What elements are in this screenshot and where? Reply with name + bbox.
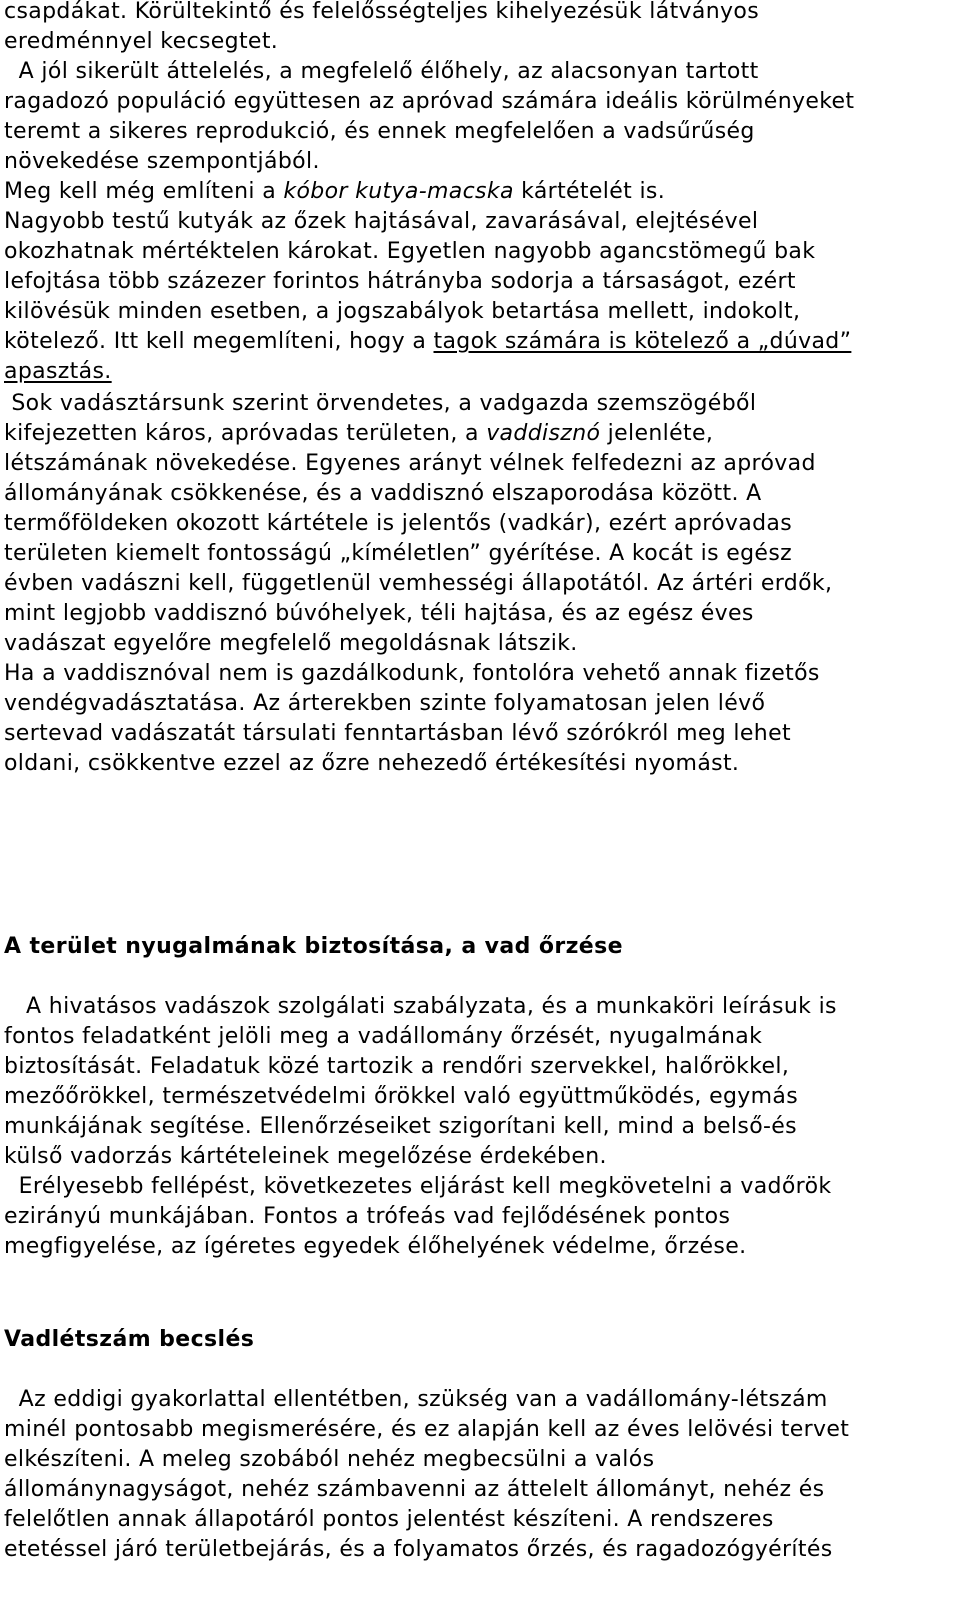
text-line: ezirányú munkájában. Fontos a trófeás vad fejlődésének pontos xyxy=(4,1204,731,1229)
text-run: kötelező. Itt kell megemlíteni, hogy a xyxy=(4,329,434,354)
text-line: A hivatásos vadászok szolgálati szabályzata, és a munkaköri leírásuk is xyxy=(4,994,837,1019)
italic-term: kóbor kutya-macska xyxy=(283,179,514,204)
text-line: növekedése szempontjából. xyxy=(4,149,320,174)
text-line: területen kiemelt fontosságú „kíméletlen” gyérítése. A kocát is egész xyxy=(4,541,793,566)
text-line: oldani, csökkentve ezzel az őzre nehezedő értékesítési nyomást. xyxy=(4,751,740,776)
text-line xyxy=(4,327,851,357)
text-line: megfigyelése, az ígéretes egyedek élőhelyének védelme, őrzése. xyxy=(4,1234,747,1259)
text-line: Erélyesebb fellépést, következetes eljárást kell megkövetelni a vadőrök xyxy=(4,1174,832,1199)
text-line xyxy=(4,419,713,449)
text-line: teremt a sikeres reprodukció, és ennek megfelelően a vadsűrűség xyxy=(4,119,755,144)
text-run: kifejezetten káros, apróvadas területen, a xyxy=(4,421,487,446)
text-line: sertevad vadászatát társulati fenntartásban lévő szórókról meg lehet xyxy=(4,721,791,746)
text-line: okozhatnak mértéktelen károkat. Egyetlen nagyobb agancstömegű bak xyxy=(4,239,816,264)
italic-term: vaddisznó xyxy=(486,421,601,446)
text-line xyxy=(4,177,665,207)
text-line: etetéssel járó területbejárás, és a folyamatos őrzés, és ragadozógyérítés xyxy=(4,1537,833,1562)
text-line: elkészíteni. A meleg szobából nehéz megbecsülni a valós xyxy=(4,1447,655,1472)
section-heading: Vadlétszám becslés xyxy=(4,1327,255,1352)
text-line: vendégvadásztatása. Az árterekben szinte folyamatosan jelen lévő xyxy=(4,691,766,716)
text-line: fontos feladatként jelöli meg a vadállomány őrzését, nyugalmának xyxy=(4,1024,763,1049)
text-line: munkájának segítése. Ellenőrzéseiket szigorítani kell, mind a belső-és xyxy=(4,1114,797,1139)
text-line: biztosítását. Feladatuk közé tartozik a rendőri szervekkel, halőrökkel, xyxy=(4,1054,790,1079)
text-line: mezőőrökkel, természetvédelmi őrökkel való együttműködés, egymás xyxy=(4,1084,799,1109)
section-heading: A terület nyugalmának biztosítása, a vad őrzése xyxy=(4,934,623,959)
text-line: Sok vadásztársunk szerint örvendetes, a vadgazda szemszögéből xyxy=(4,391,757,416)
text-line: lefojtása több százezer forintos hátrányba sodorja a társaságot, ezért xyxy=(4,269,796,294)
text-run: Meg kell még említeni a xyxy=(4,179,284,204)
text-line: termőföldeken okozott kártétele is jelentős (vadkár), ezért apróvadas xyxy=(4,511,793,536)
text-line: vadászat egyelőre megfelelő megoldásnak látszik. xyxy=(4,631,578,656)
underlined-text: apasztás. xyxy=(4,359,112,384)
text-line: eredménnyel kecsegtet. xyxy=(4,29,279,54)
text-run: jelenléte, xyxy=(600,421,714,446)
text-line: Nagyobb testű kutyák az őzek hajtásával, zavarásával, elejtésével xyxy=(4,209,759,234)
text-line: kilövésük minden esetben, a jogszabályok betartása mellett, indokolt, xyxy=(4,299,801,324)
text-line: Ha a vaddisznóval nem is gazdálkodunk, fontolóra vehető annak fizetős xyxy=(4,661,820,686)
text-line: állománynagyságot, nehéz számbavenni az áttelelt állományt, nehéz és xyxy=(4,1477,825,1502)
text-line: állományának csökkenése, és a vaddisznó elszaporodása között. A xyxy=(4,481,762,506)
text-line: minél pontosabb megismerésére, és ez alapján kell az éves lelövési tervet xyxy=(4,1417,850,1442)
text-line: csapdákat. Körültekintő és felelősségteljes kihelyezésük látványos xyxy=(4,0,760,24)
text-line: Az eddigi gyakorlattal ellentétben, szükség van a vadállomány-létszám xyxy=(4,1387,828,1412)
text-line: létszámának növekedése. Egyenes arányt vélnek felfedezni az apróvad xyxy=(4,451,816,476)
text-line: A jól sikerült áttelelés, a megfelelő élőhely, az alacsonyan tartott xyxy=(4,59,759,84)
text-line: ragadozó populáció együttesen az apróvad számára ideális körülményeket xyxy=(4,89,855,114)
text-line: külső vadorzás kártételeinek megelőzése érdekében. xyxy=(4,1144,607,1169)
text-line: felelőtlen annak állapotáról pontos jelentést készíteni. A rendszeres xyxy=(4,1507,774,1532)
text-line: mint legjobb vaddisznó búvóhelyek, téli hajtása, és az egész éves xyxy=(4,601,754,626)
text-line: évben vadászni kell, függetlenül vemhességi állapotától. Az ártéri erdők, xyxy=(4,571,833,596)
text-run: kártételét is. xyxy=(513,179,666,204)
text-line xyxy=(4,357,112,387)
underlined-text: tagok számára is kötelező a „dúvad” xyxy=(433,329,852,354)
